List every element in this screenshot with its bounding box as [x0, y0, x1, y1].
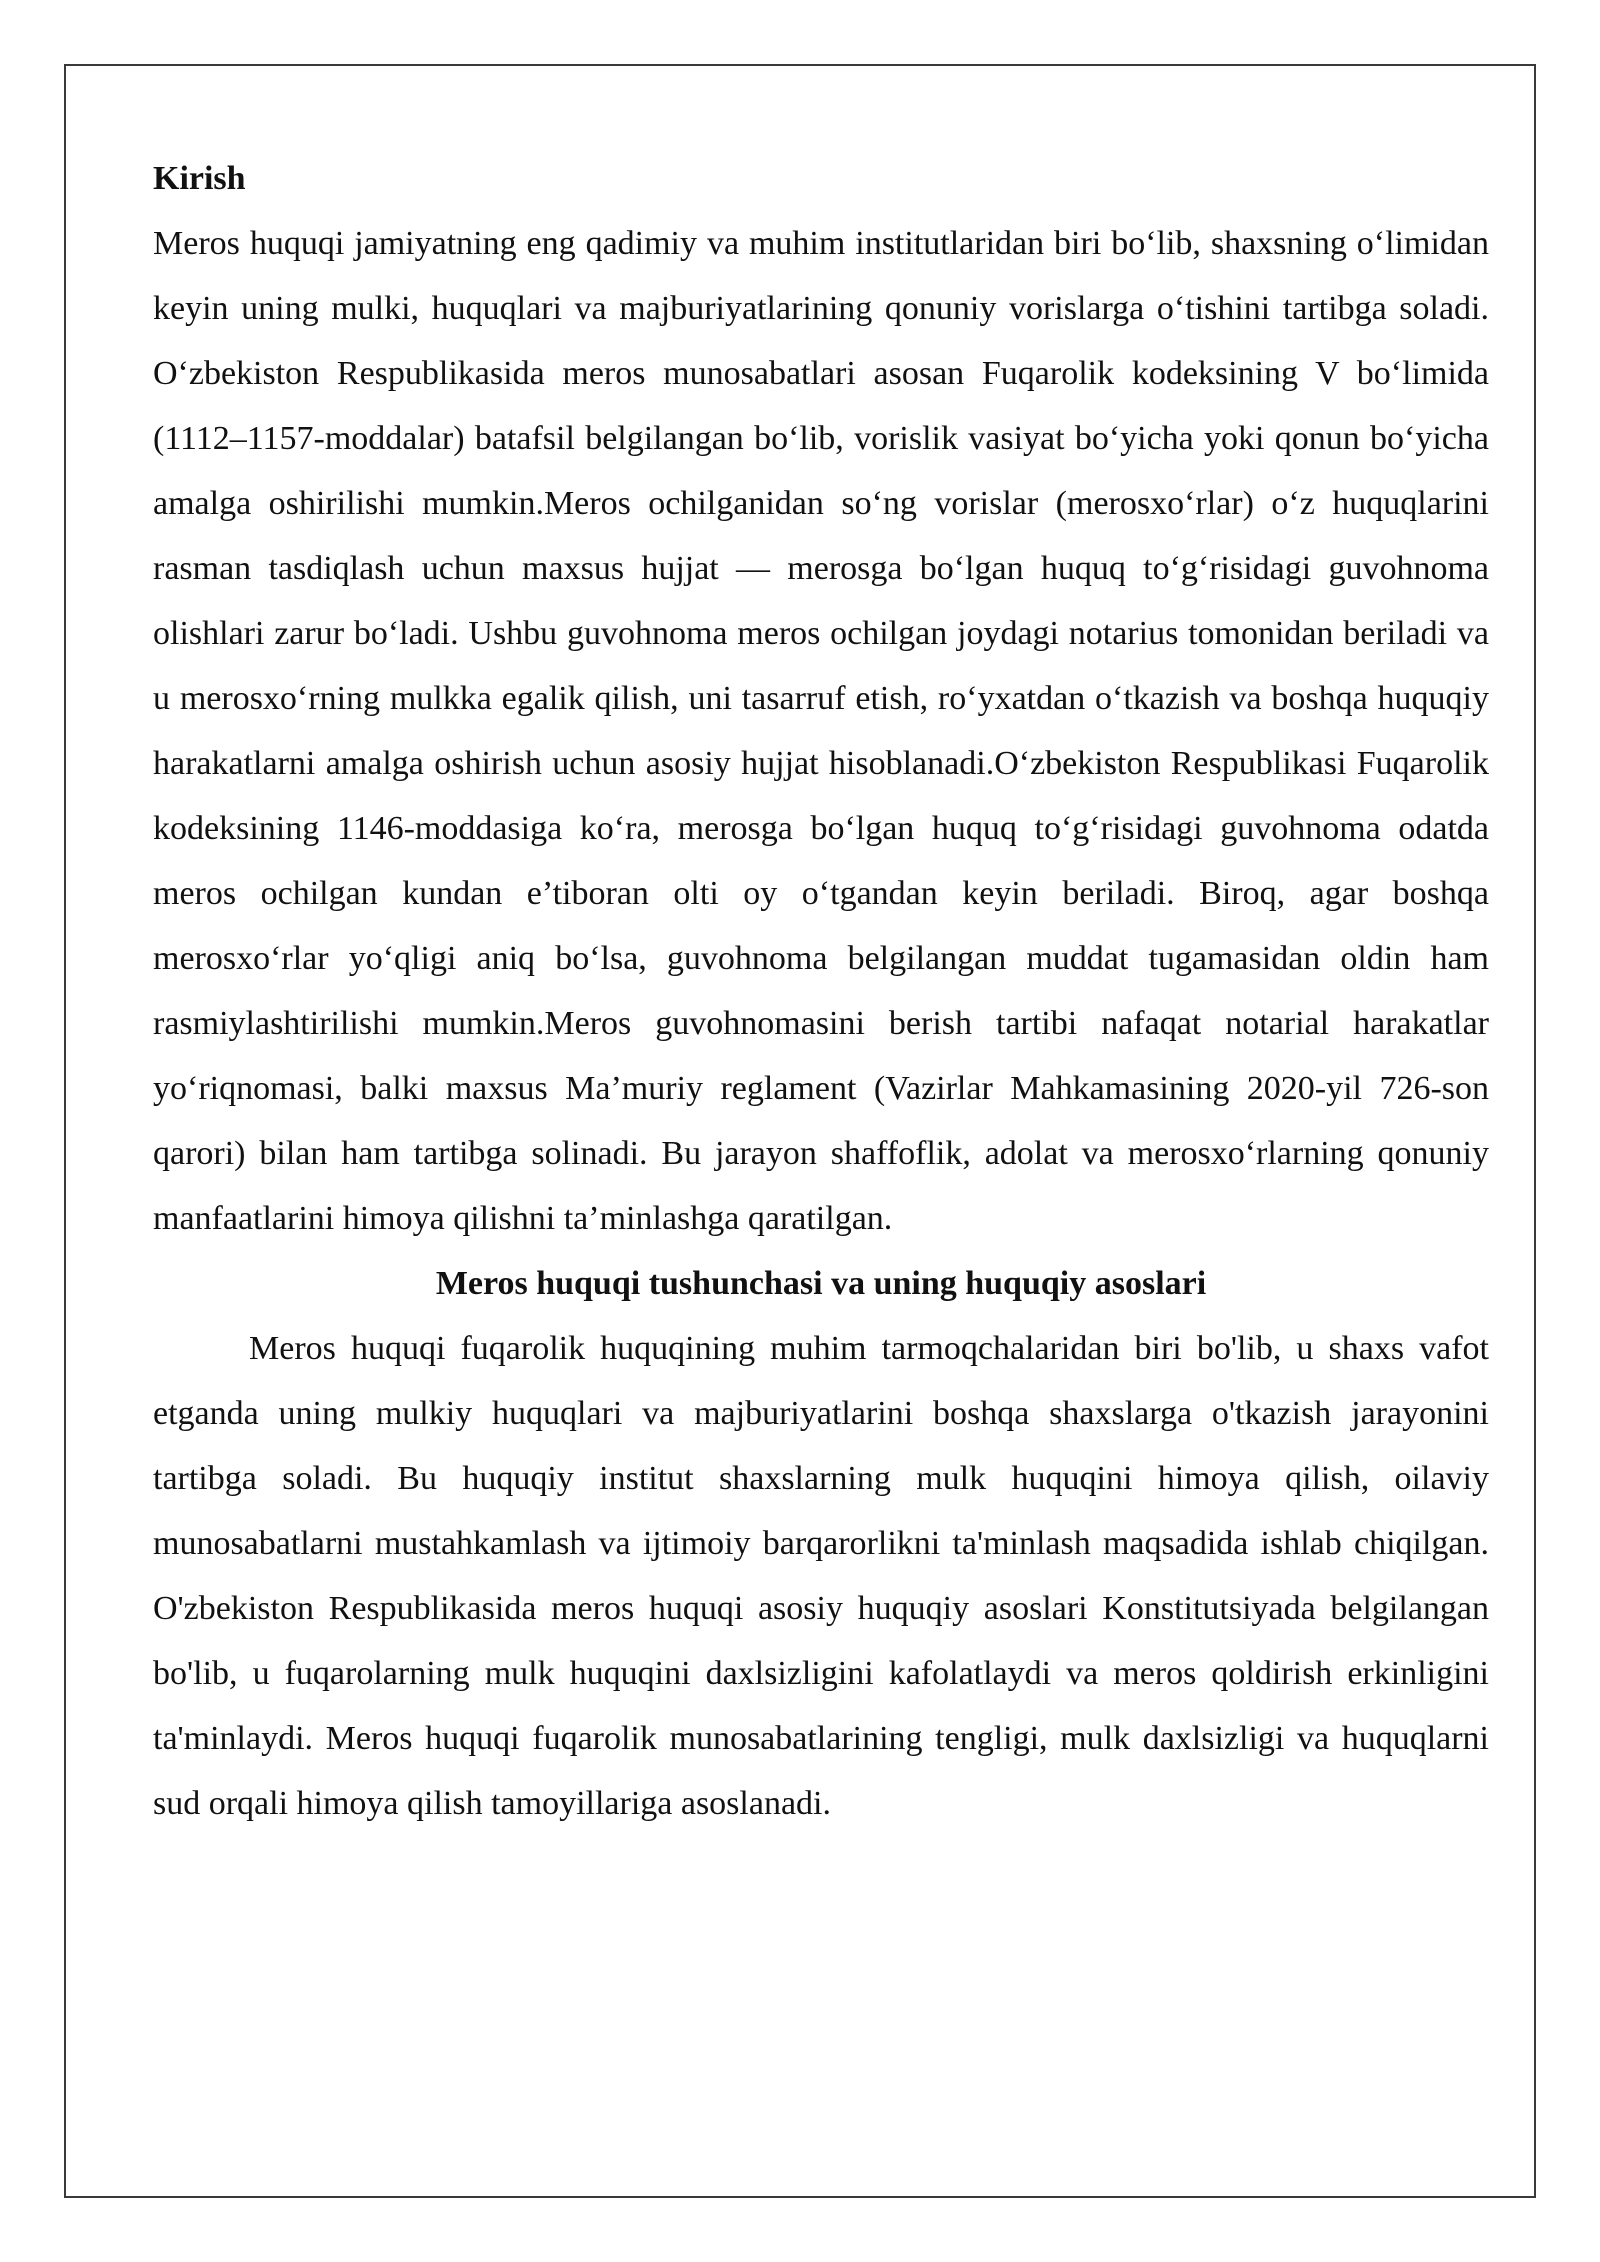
- intro-paragraph: Meros huquqi jamiyatning eng qadimiy va muhim institutlaridan biri bo‘lib, shaxsning o‘limidan keyin uning mulki, huquqlari va majburiyatlarining qonuniy vorislarga o‘tishini tartibga soladi. O‘zbekiston Respublikasida meros munosabatlari asosan Fuqarolik kodeksining V bo‘limida (1112–1157-moddalar) batafsil belgilangan bo‘lib, vorislik vasiyat bo‘yicha yoki qonun bo‘yicha amalga oshirilishi mumkin.Meros ochilganidan so‘ng vorislar (merosxo‘rlar) o‘z huquqlarini rasman tasdiqlash uchun maxsus hujjat — merosga bo‘lgan huquq to‘g‘risidagi guvohnoma olishlari zarur bo‘ladi. Ushbu guvohnoma meros ochilgan joydagi notarius tomonidan beriladi va u merosxo‘rning mulkka egalik qilish, uni tasarruf etish, ro‘yxatdan o‘tkazish va boshqa huquqiy harakatlarni amalga oshirish uchun asosiy hujjat hisoblanadi.O‘zbekiston Respublikasi Fuqarolik kodeksining 1146-moddasiga ko‘ra, merosga bo‘lgan huquq to‘g‘risidagi guvohnoma odatda meros ochilgan kundan e’tiboran olti oy o‘tgandan keyin beriladi. Biroq, agar boshqa merosxo‘rlar yo‘qligi aniq bo‘lsa, guvohnoma belgilangan muddat tugamasidan oldin ham rasmiylashtirilishi mumkin.Meros guvohnomasini berish tartibi nafaqat notarial harakatlar yo‘riqnomasi, balki maxsus Ma’muriy reglament (Vazirlar Mahkamasining 2020-yil 726-son qarori) bilan ham tartibga solinadi. Bu jarayon shaffoflik, adolat va merosxo‘rlarning qonuniy manfaatlarini himoya qilishni ta’minlashga qaratilgan.: [153, 225, 1489, 1237]
- section-heading: Meros huquqi tushunchasi va uning huquqiy asoslari: [435, 1265, 1207, 1302]
- document-body: [153, 146, 1489, 1836]
- section-paragraph: Meros huquqi fuqarolik huquqining muhim tarmoqchalaridan biri bo'lib, u shaxs vafot etganda uning mulkiy huquqlari va majburiyatlarini boshqa shaxslarga o'tkazish jarayonini tartibga soladi. Bu huquqiy institut shaxslarning mulk huquqini himoya qilish, oilaviy munosabatlarni mustahkamlash va ijtimoiy barqarorlikni ta'minlash maqsadida ishlab chiqilgan. O'zbekiston Respublikasida meros huquqi asosiy huquqiy asoslari Konstitutsiyada belgilangan bo'lib, u fuqarolarning mulk huquqini daxlsizligini kafolatlaydi va meros qoldirish erkinligini ta'minlaydi. Meros huquqi fuqarolik munosabatlarining tengligi, mulk daxlsizligi va huquqlarni sud orqali himoya qilish tamoyillariga asoslanadi.: [153, 1330, 1489, 1822]
- intro-heading: Kirish: [153, 160, 246, 197]
